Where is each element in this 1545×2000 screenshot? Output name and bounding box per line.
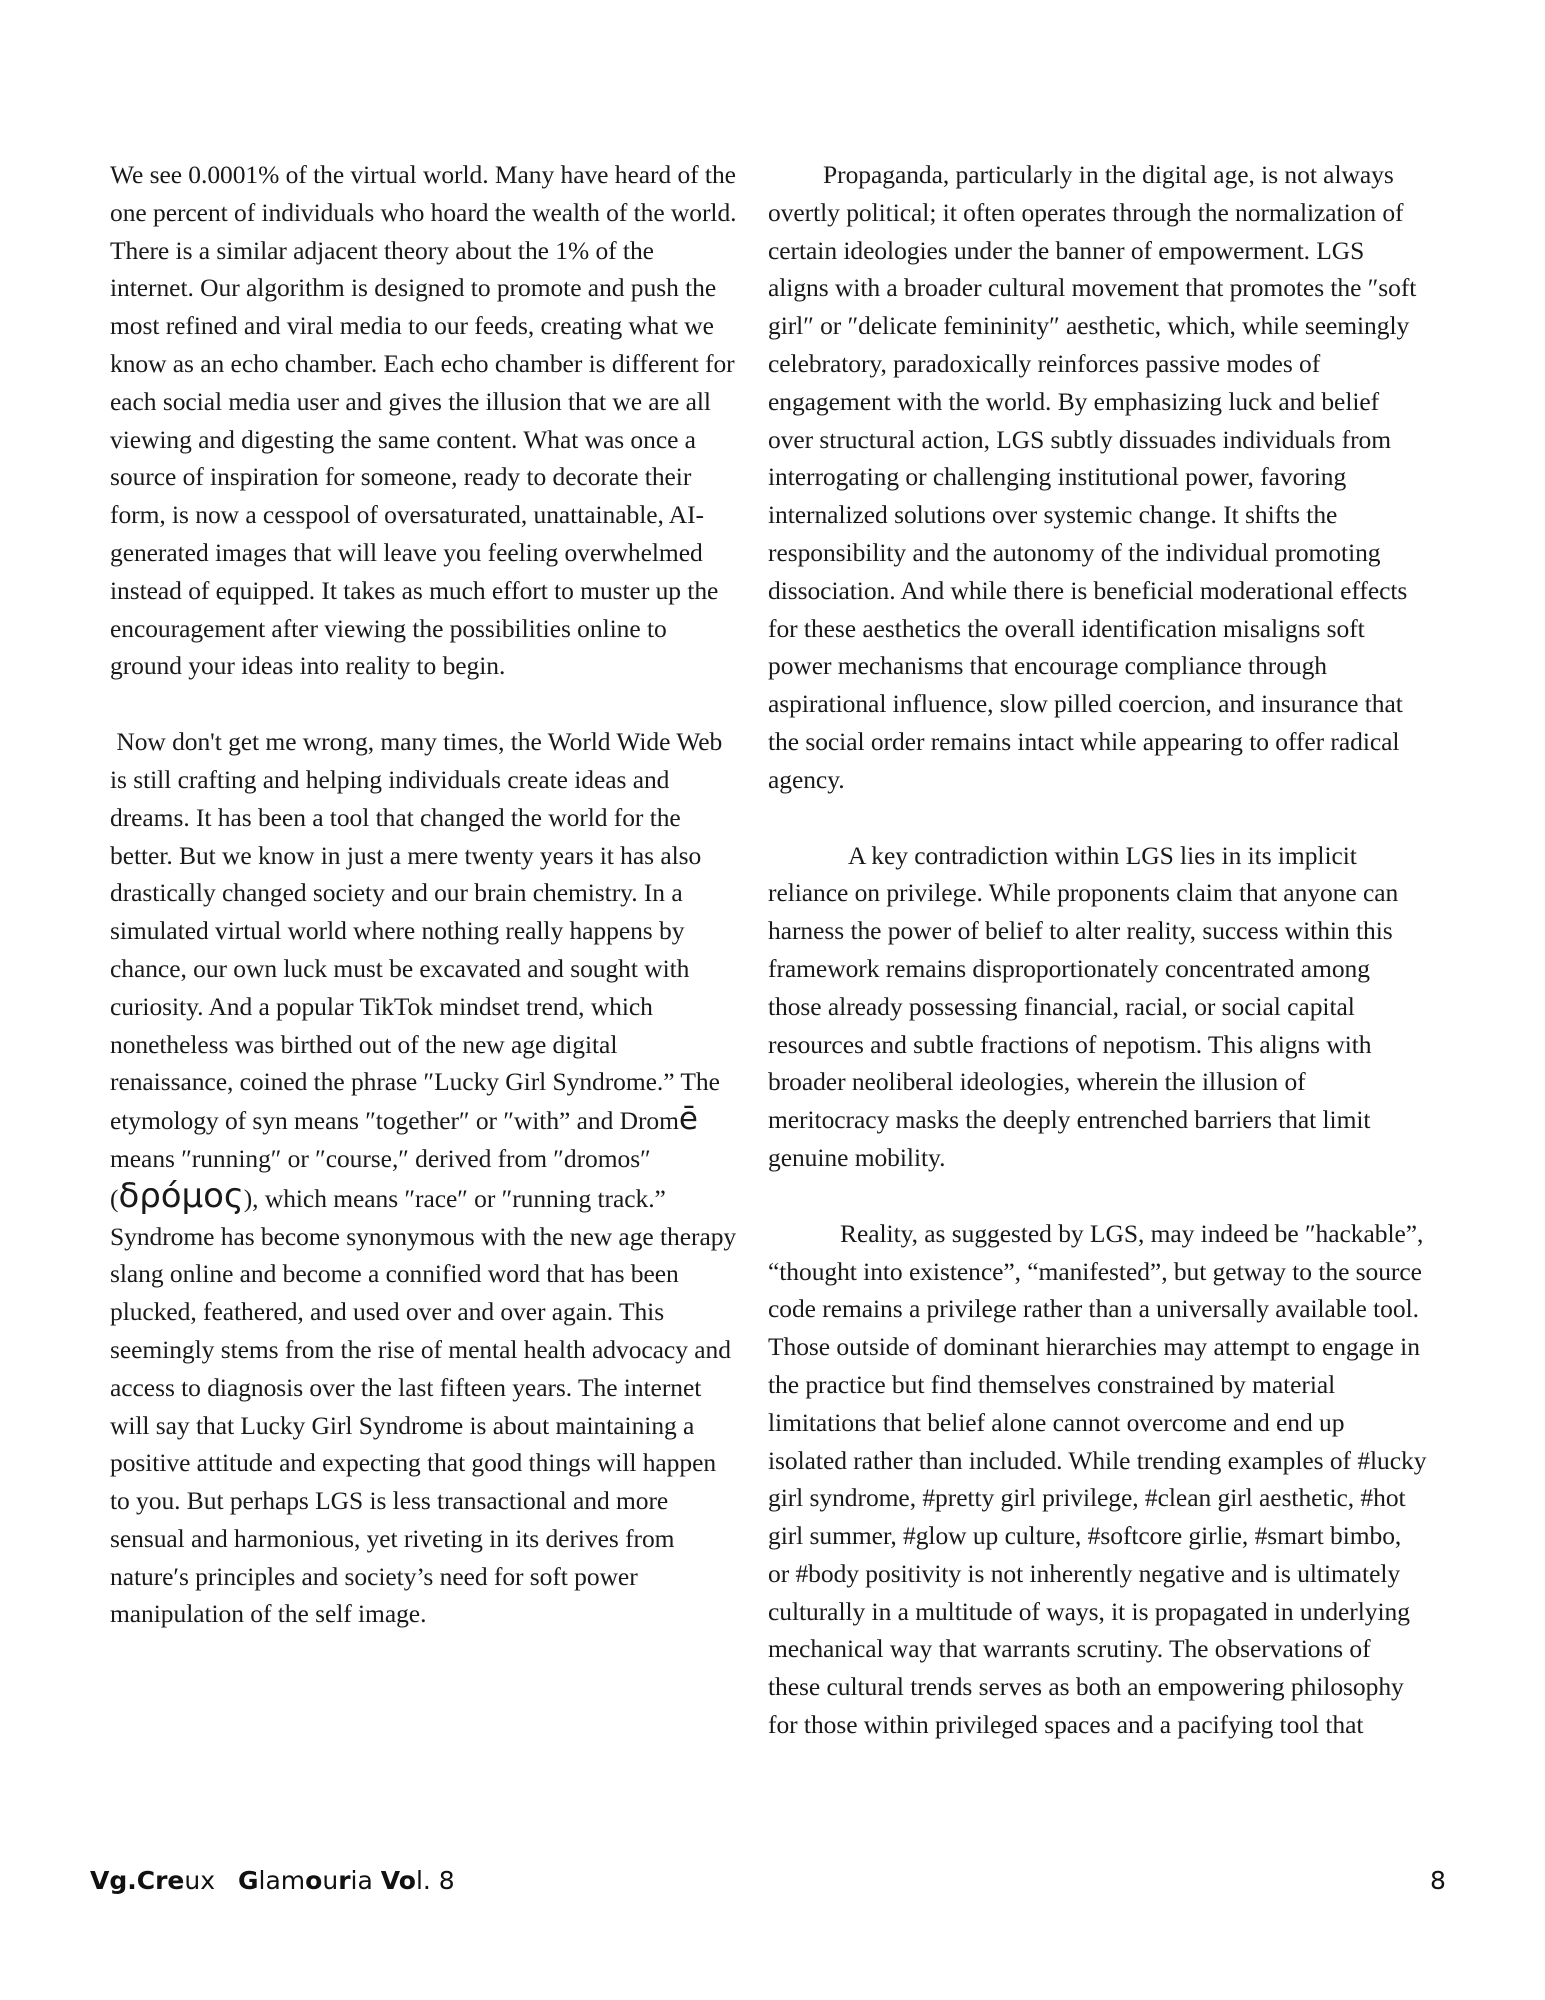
paragraph: Reality, as suggested by LGS, may indeed be ″hackable”, “thought into existence”, “manifested”, but getway to the source code remains a privilege rather than a universally available tool. Those outside of dominant hierarchies may attempt to engage in the practice but find themselves constrained by material limitations that belief alone cannot overcome and end up isolated rather than included. While trending examples of #lucky girl syndrome, #pretty girl privilege, #clean girl aesthetic, #hot girl summer, #glow up culture, #softcore girlie, #smart bimbo, or #body positivity is not inherently negative and is ultimately culturally in a multitude of ways, it is propagated in underlying mechanical way that warrants scrutiny. The observations of these cultural trends serves as both an empowering philosophy for those within privileged spaces and a pacifying tool that (768, 1218, 1427, 1740)
text-run: ), which means ″race″ or ″running track.” Syndrome has become synonymous with the new age therapy slang online and become a connified word that has been plucked, feathered, and used over and over again. This seemingly stems from the rise of mental health advocacy and access to diagnosis over the last fifteen years. The internet will say that Lucky Girl Syndrome is about maintaining a positive attitude and expecting that good things will happen to you. But perhaps LGS is less transactional and more sensual and harmonious, yet riveting in its derives from nature′s principles and society’s need for soft power manipulation of the self image. (110, 1183, 737, 1629)
brand-part: Cre (136, 1866, 185, 1895)
title-part: Vo (380, 1866, 416, 1895)
text-run: means ″running″ or ″course,″ derived from ″dromos″ ( (110, 1143, 651, 1213)
title-part: i (350, 1866, 358, 1895)
text-run: Now don't get me wrong, many times, the World Wide Web is still crafting and helping individuals create ideas and dreams. It has been a tool that changed the world for the better. But we know in just a mere twenty years it has also drastically changed society and our brain chemistry. In a simulated virtual world where nothing really happens by chance, our own luck must be excavated and sought with curiosity. And a popular TikTok mindset trend, which nonetheless was birthed out of the new age digital renaissance, coined the phrase ″Lucky Girl Syndrome.” The etymology of syn means ″together″ or ″with” and Drom (110, 727, 723, 1136)
text-run: ē (678, 1101, 698, 1138)
title-part: o (305, 1866, 323, 1895)
brand-part: Vg. (90, 1866, 137, 1895)
paragraph: We see 0.0001% of the virtual world. Many have heard of the one percent of individuals who hoard the wealth of the world. There is a similar adjacent theory about the 1% of the internet. Our algorithm is designed to promote and push the most refined and viral media to our feeds, creating what we know as an echo chamber. Each echo chamber is different for each social media user and gives the illusion that we are all viewing and digesting the same content. What was once a source of inspiration for someone, ready to decorate their form, is now a cesspool of oversaturated, unattainable, AI-generated images that will leave you feeling overwhelmed instead of equipped. It takes as much effort to muster up the encouragement after viewing the possibilities online to ground your ideas into reality to begin. (110, 160, 737, 681)
right-column (768, 156, 1428, 1744)
left-column (110, 156, 737, 1633)
paragraph: Propaganda, particularly in the digital age, is not always overtly political; it often operates through the normalization of certain ideologies under the banner of empowerment. LGS aligns with a broader cultural movement that promotes the ″soft girl″ or ″delicate femininity″ aesthetic, which, while seemingly celebratory, paradoxically reinforces passive modes of engagement with the world. By emphasizing luck and belief over structural action, LGS subtly dissuades individuals from interrogating or challenging institutional power, favoring internalized solutions over systemic change. It shifts the responsibility and the autonomy of the individual promoting dissociation. And while there is beneficial moderational effects for these aesthetics the overall identification misaligns soft power mechanisms that encourage compliance through aspirational influence, slow pilled coercion, and insurance that the social order remains intact while appearing to offer radical agency. (768, 160, 1417, 794)
title-part: G (238, 1866, 259, 1895)
footer-brand (90, 1866, 215, 1895)
title-part: r (338, 1866, 351, 1895)
page-number: 8 (1430, 1866, 1446, 1895)
footer-magazine-title (238, 1866, 455, 1895)
title-part: lam (258, 1866, 306, 1895)
paragraph (110, 723, 737, 1633)
paragraph: A key contradiction within LGS lies in its implicit reliance on privilege. While proponents claim that anyone can harness the power of belief to alter reality, success within this framework remains disproportionately concentrated among those already possessing financial, racial, or social capital resources and subtle fractions of nepotism. This aligns with broader neoliberal ideologies, wherein the illusion of meritocracy masks the deeply entrenched barriers that limit genuine mobility. (768, 840, 1399, 1172)
title-part: a (357, 1866, 373, 1895)
brand-part: ux (184, 1866, 216, 1895)
title-part: l. 8 (415, 1866, 455, 1895)
title-part: u (322, 1866, 339, 1895)
greek-word: δρόμος (118, 1175, 244, 1216)
